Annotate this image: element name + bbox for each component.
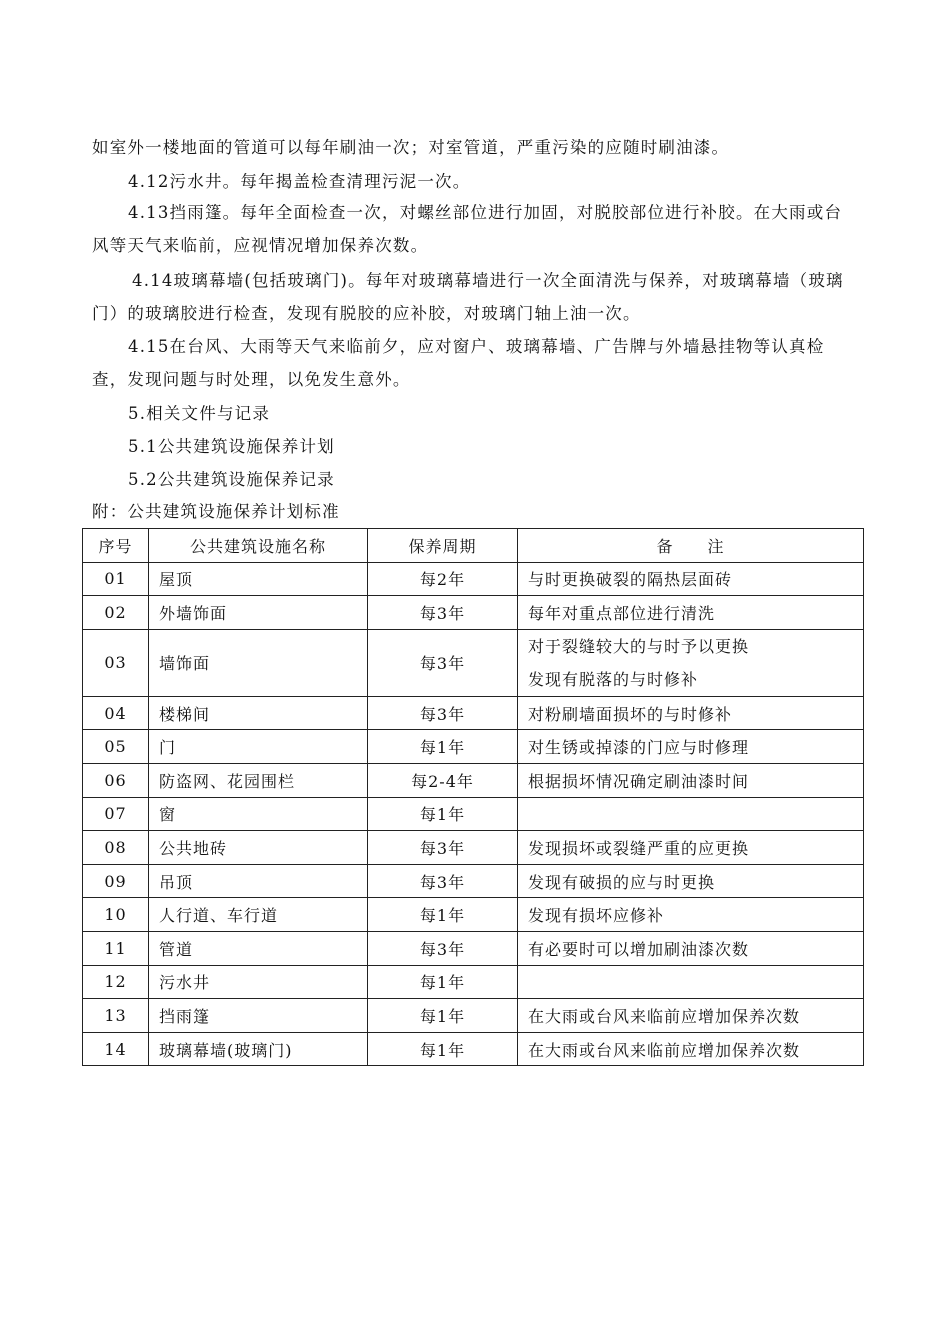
row-no: 12 — [83, 965, 149, 999]
row-no: 01 — [83, 562, 149, 596]
header-no: 序号 — [83, 529, 149, 563]
row-facility-name: 墙饰面 — [149, 629, 368, 696]
row-facility-name: 窗 — [149, 797, 368, 831]
row-remarks: 对生锈或掉漆的门应与时修理 — [518, 730, 864, 764]
list-item-record: 5.2公共建筑设施保养记录 — [128, 470, 335, 489]
row-remarks: 在大雨或台风来临前应增加保养次数 — [518, 1032, 864, 1066]
table-row — [83, 965, 864, 999]
row-cycle: 每3年 — [368, 696, 518, 730]
row-cycle: 每1年 — [368, 797, 518, 831]
row-no: 04 — [83, 696, 149, 730]
row-no: 08 — [83, 831, 149, 865]
row-cycle: 每1年 — [368, 730, 518, 764]
row-no: 11 — [83, 931, 149, 965]
row-no: 03 — [83, 629, 149, 696]
row-remarks: 有必要时可以增加刷油漆次数 — [518, 931, 864, 965]
row-remarks: 发现有损坏应修补 — [518, 898, 864, 932]
table-row — [83, 696, 864, 730]
maintenance-plan-table — [82, 528, 864, 1066]
row-facility-name: 吊顶 — [149, 864, 368, 898]
section-heading-related-docs: 5.相关文件与记录 — [128, 404, 271, 423]
row-no: 09 — [83, 864, 149, 898]
row-cycle: 每3年 — [368, 831, 518, 865]
table-row — [83, 1032, 864, 1066]
row-facility-name: 屋顶 — [149, 562, 368, 596]
row-cycle: 每3年 — [368, 629, 518, 696]
table-row — [83, 730, 864, 764]
row-cycle: 每3年 — [368, 931, 518, 965]
row-no: 07 — [83, 797, 149, 831]
table-row — [83, 898, 864, 932]
row-remarks: 发现有破损的应与时更换 — [518, 864, 864, 898]
table-row — [83, 596, 864, 630]
paragraph-glass-curtain-wall: 4.14玻璃幕墙(包括玻璃门)。每年对玻璃幕墙进行一次全面清洗与保养，对玻璃幕墙（玻璃门）的玻璃胶进行检查，发现有脱胶的应补胶，对玻璃门轴上油一次。 — [92, 271, 844, 323]
row-no: 02 — [83, 596, 149, 630]
paragraph-pipe-maintenance: 如室外一楼地面的管道可以每年刷油一次；对室管道，严重污染的应随时刷油漆。 — [92, 138, 730, 157]
list-item-plan: 5.1公共建筑设施保养计划 — [128, 437, 335, 456]
row-remarks — [518, 629, 864, 696]
row-facility-name: 公共地砖 — [149, 831, 368, 865]
row-no: 05 — [83, 730, 149, 764]
row-remarks — [518, 797, 864, 831]
appendix-title: 附：公共建筑设施保养计划标准 — [92, 502, 340, 521]
row-facility-name: 人行道、车行道 — [149, 898, 368, 932]
paragraph-rain-canopy: 4.13挡雨篷。每年全面检查一次，对螺丝部位进行加固，对脱胶部位进行补胶。在大雨或台风等天气来临前，应视情况增加保养次数。 — [92, 203, 843, 255]
row-remarks — [518, 965, 864, 999]
table-row — [83, 931, 864, 965]
row-no: 13 — [83, 999, 149, 1033]
table-row — [83, 831, 864, 865]
row-no: 06 — [83, 763, 149, 797]
row-facility-name: 玻璃幕墙(玻璃门) — [149, 1032, 368, 1066]
remarks-line: 对于裂缝较大的与时予以更换 — [528, 636, 750, 656]
paragraph-sewage-well: 4.12污水井。每年揭盖检查清理污泥一次。 — [128, 172, 471, 191]
table-header-row — [83, 529, 864, 563]
table-row — [83, 629, 864, 696]
table-row — [83, 797, 864, 831]
row-remarks: 与时更换破裂的隔热层面砖 — [518, 562, 864, 596]
row-remarks: 每年对重点部位进行清洗 — [518, 596, 864, 630]
row-facility-name: 外墙饰面 — [149, 596, 368, 630]
row-remarks: 在大雨或台风来临前应增加保养次数 — [518, 999, 864, 1033]
row-facility-name: 防盗网、花园围栏 — [149, 763, 368, 797]
header-cycle: 保养周期 — [368, 529, 518, 563]
row-facility-name: 楼梯间 — [149, 696, 368, 730]
table-row — [83, 864, 864, 898]
row-no: 10 — [83, 898, 149, 932]
row-cycle: 每1年 — [368, 999, 518, 1033]
row-facility-name: 管道 — [149, 931, 368, 965]
row-cycle: 每3年 — [368, 596, 518, 630]
row-facility-name: 门 — [149, 730, 368, 764]
row-facility-name: 挡雨篷 — [149, 999, 368, 1033]
row-remarks: 对粉刷墙面损坏的与时修补 — [518, 696, 864, 730]
row-cycle: 每1年 — [368, 898, 518, 932]
row-facility-name: 污水井 — [149, 965, 368, 999]
remarks-line: 发现有脱落的与时修补 — [528, 669, 699, 689]
table-row — [83, 562, 864, 596]
row-cycle: 每2-4年 — [368, 763, 518, 797]
paragraph-typhoon-inspection: 4.15在台风、大雨等天气来临前夕，应对窗户、玻璃幕墙、广告牌与外墙悬挂物等认真检查，发现问题与时处理，以免发生意外。 — [92, 337, 825, 389]
row-cycle: 每2年 — [368, 562, 518, 596]
row-no: 14 — [83, 1032, 149, 1066]
header-facility-name: 公共建筑设施名称 — [149, 529, 368, 563]
header-remarks: 备 注 — [518, 529, 864, 563]
table-row — [83, 763, 864, 797]
row-remarks: 发现损坏或裂缝严重的应更换 — [518, 831, 864, 865]
table-row — [83, 999, 864, 1033]
row-cycle: 每1年 — [368, 1032, 518, 1066]
row-cycle: 每1年 — [368, 965, 518, 999]
row-cycle: 每3年 — [368, 864, 518, 898]
row-remarks: 根据损坏情况确定刷油漆时间 — [518, 763, 864, 797]
